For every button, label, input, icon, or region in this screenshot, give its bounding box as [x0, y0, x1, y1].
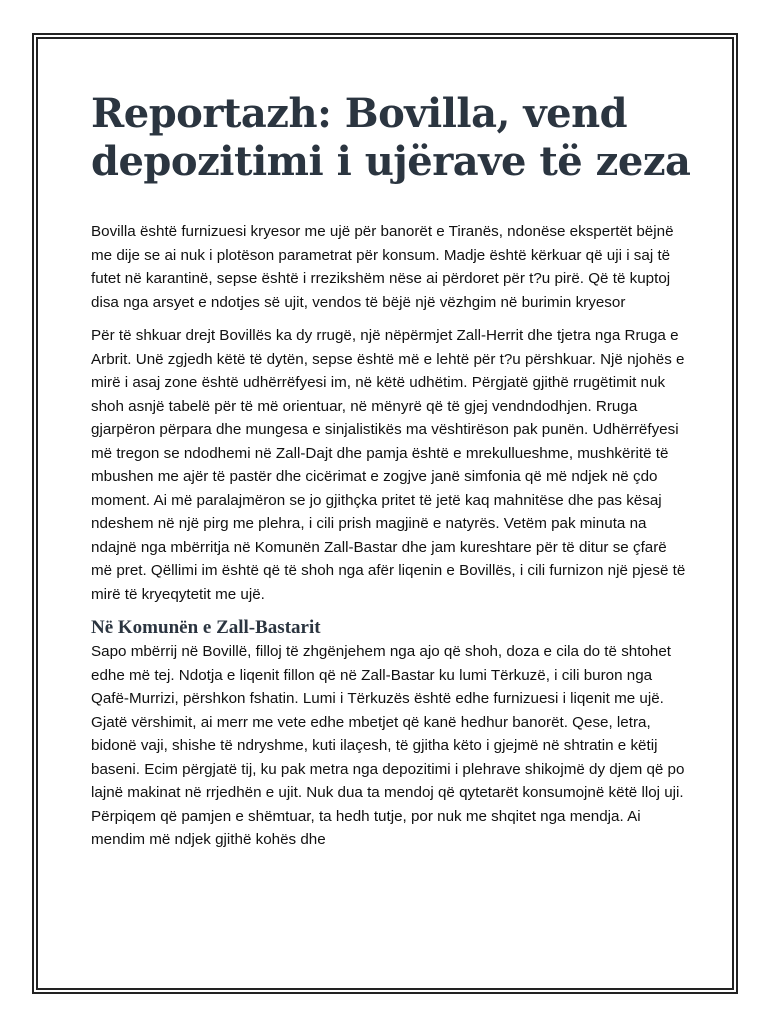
paragraph-section: Sapo mbërrij në Bovillë, filloj të zhgënjehem nga ajo që shoh, doza e cila do të shtohet edhe më tej. Ndotja e liqenit fillon që në Zall-Bastar ku lumi Tërkuzë, i cili buron nga Qafë-Murrizi, përshkon fshatin. Lumi i Tërkuzës është edhe furnizuesi i liqenit me ujë. Gjatë vërshimit, ai merr me vete edhe mbetjet që kanë hedhur banorët. Qese, letra, bidonë vaji, shishe të ndryshme, kuti ilaçesh, të gjitha këto i gjejmë në shtratin e këtij baseni. Ecim përgjatë tij, ku pak metra nga depozitimi i plehrave shikojmë dy djem që po lajnë makinat në rrjedhën e ujit. Nuk dua ta mendoj që qytetarët konsumojnë këtë lloj uji. Përpiqem që pamjen e shëmtuar, ta hedh tutje, por nuk me shqitet nga mendja. Ai mendim më ndjek gjithë kohës dhe: [91, 643, 685, 848]
section-heading: Në Komunën e Zall-Bastarit: [91, 617, 321, 638]
document-body: [91, 90, 691, 862]
article-title: Reportazh: Bovilla, vend depozitimi i ujërave të zeza: [91, 90, 691, 185]
paragraph-intro: Bovilla është furnizuesi kryesor me ujë për banorët e Tiranës, ndonëse ekspertët bëjnë me dije se ai nuk i plotëson parametrat për konsum. Madje është kërkuar që uji i saj të futet në karantinë, sepse është i rrezikshëm nëse ai përdoret për t?u pirë. Që të kuptoj disa nga arsyet e ndotjes së ujit, vendos të bëjë një vëzhgim në burimin kryesor: [91, 223, 674, 311]
paragraph-journey: Për të shkuar drejt Bovillës ka dy rrugë, një nëpërmjet Zall-Herrit dhe tjetra nga Rruga e Arbrit. Unë zgjedh këtë të dytën, sepse është më e lehtë për t?u përshkuar. Një njohës e mirë i asaj zone është udhërrëfyesi im, në këtë udhëtim. Përgjatë gjithë rrugëtimit nuk shoh asnjë tabelë për të më orientuar, në mënyrë që të gjej vendndodhjen. Rruga gjarpëron përpara dhe mungesa e sinjalistikës ma vështirëson pak punën. Udhërrëfyesi më tregon se ndodhemi në Zall-Dajt dhe pamja është e mrekullueshme, mushkëritë të mbushen me ajër të pastër dhe cicërimat e zogjve janë simfonia që më ndjek në çdo moment. Ai më paralajmëron se jo gjithçka pritet të jetë kaq mahnitëse dhe pas kësaj ndeshem në një pirg me plehra, i cili prish magjinë e natyrës. Vetëm pak minuta na ndajnë nga mbërritja në Komunën Zall-Bastar dhe jam kureshtare për të ditur se çfarë më pret. Qëllimi im është që të shoh nga afër liqenin e Bovillës, i cili furnizon një pjesë të mirë të kryeqytetit me ujë.: [91, 327, 686, 603]
